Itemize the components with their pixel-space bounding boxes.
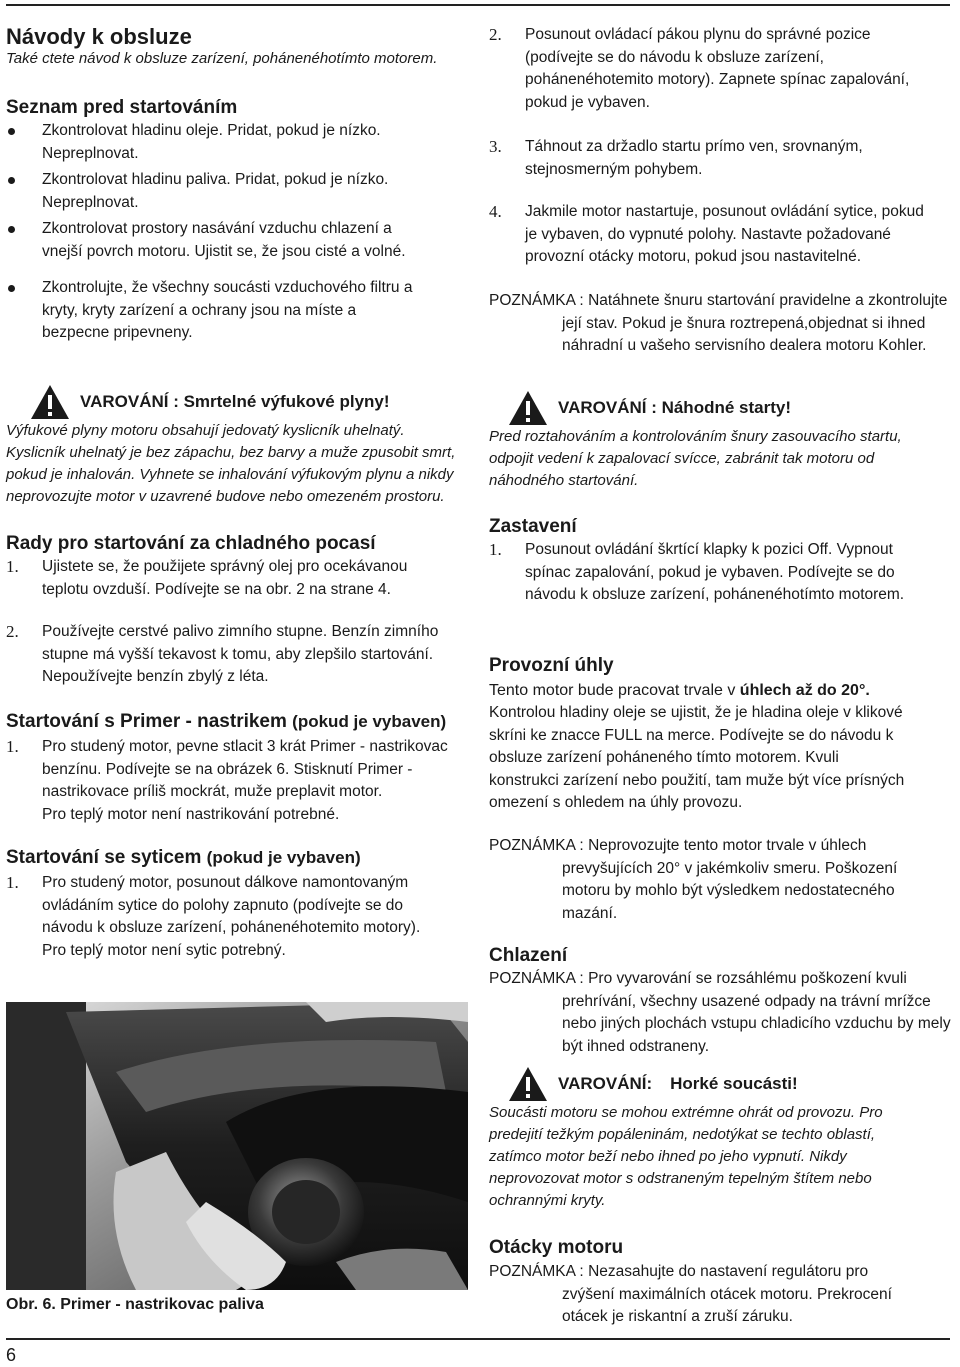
checklist-item: Zkontrolovat hladinu oleje. Pridat, pokud je nízko. Nepreplnovat. [6, 120, 406, 165]
stop-item: 1. Posunout ovládání škrtící klapky k pozici Off. Vypnout spínac zapalování, pokud je vybaven. Podívejte se do návodu k obsluze zarízení, pohánenéhotímto motorem. [489, 540, 905, 603]
warning-triangle-icon [30, 384, 70, 420]
page-subtitle: Také ctete návod k obsluze zarízení, pohánenéhotímto motorem. [6, 50, 438, 67]
primer-list [6, 736, 458, 826]
choke-item: 1. Pro studený motor, posunout dálkove namontovaným ovládáním sytice do polohy zapnuto (podívejte se do návodu k obsluze zarízení, pohánenéhotemito motory). Pro teplý motor není sytic potrebný. [6, 873, 421, 959]
note-engine-speed: POZNÁMKA : Nezasahujte do nastavení regulátoru pro zvýšení maximálních otácek motoru. Prekrocení otácek je riskantní a zruší záruku. [489, 1263, 892, 1325]
warning-triangle-icon [508, 1066, 548, 1102]
primer-bulb-illustration [6, 1002, 468, 1290]
bottom-rule [6, 1338, 950, 1340]
primer-heading: Startování s Primer - nastrikem (pokud je vybaven) [6, 711, 447, 732]
angles-heading: Provozní úhly [489, 655, 614, 676]
warning-hot-parts-title: Horké soucásti! [670, 1074, 798, 1093]
choke-heading: Startování se syticem (pokud je vybaven) [6, 847, 361, 868]
stop-heading: Zastavení [489, 516, 577, 537]
choke-list [6, 872, 446, 962]
note-angles: POZNÁMKA : Neprovozujte tento motor trvale v úhlech prevyšujících 20° v jakémkoliv smeru. Poškození motoru by mohlo být výsledkem nedostatecného mazání. [489, 837, 898, 922]
checklist-item: Zkontrolovat prostory nasávání vzduchu chlazení a vnejší povrch motoru. Ujistit se, že jsou cisté a volné. [6, 218, 406, 263]
bullet-icon [8, 177, 15, 184]
warning-exhaust-text: Výfukové plyny motoru obsahují jedovatý kyslicník uhelnatý. Kyslicník uhelnatý je bez zápachu, bez barvy a muže zpusobit smrt, pokud je inhalován. Vyhnete se inhalování výfukovým plynu a nikdy neprovozujte motor v uzavrené budove nebo omezeném prostoru. [6, 422, 456, 505]
bullet-icon [8, 128, 15, 135]
start-item: 4. Jakmile motor nastartuje, posunout ovládání sytice, pokud je vybaven, do vypnuté polohy. Nastavte požadované provozní otácky motoru, pokud jsou nastavitelné. [489, 202, 924, 265]
angles-lead: Tento motor bude pracovat trvale v úhlech až do 20°. [489, 682, 870, 699]
warning-accidental-start-text: Pred roztahováním a kontrolováním šnury zasouvacího startu, odpojit vedení k zapalovací svícce, zabránit tak motoru od náhodného startování. [489, 428, 902, 489]
warning-hot-parts-label: VAROVÁNÍ: [558, 1074, 653, 1093]
warning-accidental-start-title: VAROVÁNÍ : Náhodné starty! [558, 398, 791, 417]
start-item: 2. Posunout ovládací pákou plynu do správné pozice (podívejte se do návodu k obsluze zarízení, pohánenéhotemito motory). Zapnete spínac zapalování, pokud je vybaven. [489, 25, 910, 111]
cold-weather-heading: Rady pro startování za chladného pocasí [6, 533, 376, 554]
stop-list [489, 539, 909, 607]
primer-item: 1. Pro studený motor, pevne stlacit 3 krát Primer - nastrikovac benzínu. Podívejte se na obrázek 6. Stisknutí Primer - nastrikovace príliš mockrát, muže preplavit motor. Pro teplý motor není nastrikování potrebné. [6, 737, 448, 823]
bullet-icon [8, 226, 15, 233]
checklist-item: Zkontrolujte, že všechny soucásti vzduchového filtru a kryty, kryty zarízení a ochrany jsou na míste a bezpecne pripevneny. [6, 277, 422, 345]
cold-item: 1. Ujistete se, že použijete správný olej pro ocekávanou teplotu ovzduší. Podívejte se na obr. 2 na strane 4. [6, 557, 408, 598]
start-item: 3. Táhnout za držadlo startu prímo ven, srovnaným, stejnosmerným pohybem. [489, 137, 863, 178]
note-start-rope: POZNÁMKA : Natáhnete šnuru startování pravidelne a zkontrolujte její stav. Pokud je šnura roztrepená,objednat si ihned náhradní u vašeho servisního dealera motoru Kohler. [489, 292, 948, 354]
checklist-heading: Seznam pred startováním [6, 97, 238, 118]
warning-hot-parts-text: Soucásti motoru se mohou extrémne ohrát od provozu. Pro predejití težkým popáleninám, nedotýkat se techto oblastí, zatímco motor beží nebo ihned po jeho vypnutí. Nikdy neprovozovat motor s odstraneným tepelným štítem nebo ochrannými kryty. [489, 1104, 883, 1209]
primer-photo [6, 1002, 468, 1290]
warning-accidental-start [508, 388, 791, 428]
warning-triangle-icon [508, 390, 548, 426]
warning-hot-parts [508, 1064, 798, 1104]
warning-exhaust-title: VAROVÁNÍ : Smrtelné výfukové plyny! [80, 392, 390, 411]
checklist [6, 120, 413, 345]
figure-caption: Obr. 6. Primer - nastrikovac paliva [6, 1296, 264, 1313]
page-title: Návody k obsluze [6, 24, 192, 49]
engine-speed-heading: Otácky motoru [489, 1237, 624, 1258]
cold-weather-list [6, 556, 456, 689]
start-steps [489, 24, 929, 269]
cold-item: 2. Používejte cerstvé palivo zimního stupne. Benzín zimního stupne má vyšší tekavost k tomu, aby zlepšilo startování. Nepoužívejte benzín zbylý z léta. [6, 622, 439, 685]
angles-text: Kontrolou hladiny oleje se ujistit, že je hladina oleje v klikové skríni ke znacce FULL na merce. Podívejte se do návodu k obsluze zarízení poháneného tímto motorem. Kvuli konstrukci zarízení nebo použití, tam muže být více prísných omezení s ohledem na úhly provozu. [489, 704, 905, 811]
checklist-item: Zkontrolovat hladinu paliva. Pridat, pokud je nízko. Nepreplnovat. [6, 169, 406, 214]
bullet-icon [8, 285, 15, 292]
note-cooling: POZNÁMKA : Pro vyvarování se rozsáhlému poškození kvuli prehrívání, všechny usazené odpady na trávní mrížce nebo jiných plochách vstupu chladicího vzduchu by mely být ihned odstraneny. [489, 970, 951, 1055]
top-rule [6, 4, 950, 6]
warning-exhaust [30, 382, 390, 422]
cooling-heading: Chlazení [489, 945, 568, 966]
page-number: 6 [6, 1345, 17, 1365]
